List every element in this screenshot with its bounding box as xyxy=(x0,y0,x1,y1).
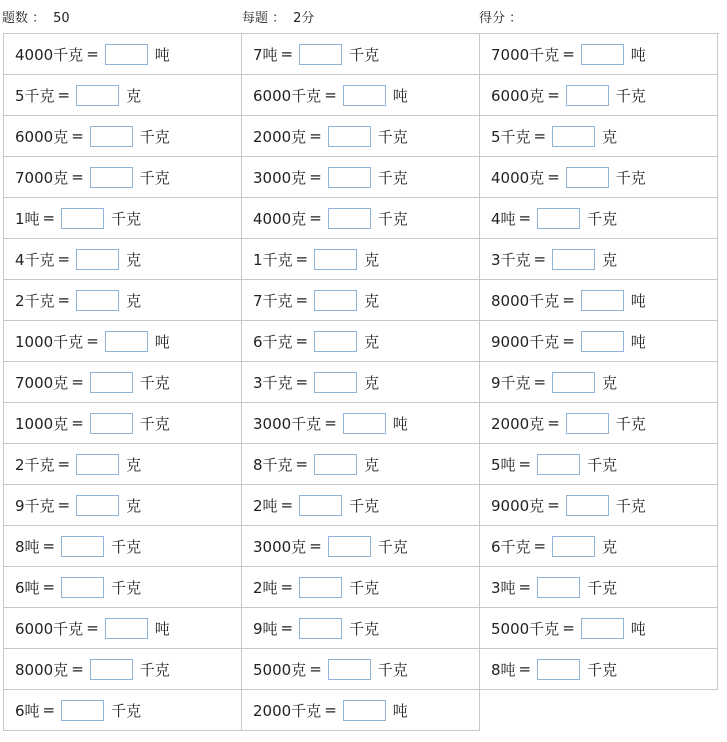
equals-sign: = xyxy=(86,619,99,637)
problem-cell xyxy=(4,649,242,690)
problem-row xyxy=(4,690,719,731)
problem-quantity: 9千克 xyxy=(491,373,531,392)
target-unit: 千克 xyxy=(349,45,380,64)
target-unit: 千克 xyxy=(377,660,408,679)
equals-sign: = xyxy=(533,373,547,391)
problem-quantity: 6千克 xyxy=(491,537,531,556)
equals-sign: = xyxy=(57,291,71,309)
target-unit: 千克 xyxy=(615,496,646,515)
problem-cell xyxy=(242,608,480,649)
target-unit: 克 xyxy=(602,250,618,269)
problem-quantity: 8吨 xyxy=(15,537,40,556)
problem-cell xyxy=(480,157,718,198)
answer-input[interactable] xyxy=(552,372,595,393)
equals-sign: = xyxy=(547,496,560,514)
target-unit: 千克 xyxy=(377,537,408,556)
problem-cell xyxy=(242,444,480,485)
problem-cell xyxy=(480,116,718,157)
equals-sign: = xyxy=(309,168,322,186)
target-unit: 千克 xyxy=(111,209,142,228)
target-unit: 千克 xyxy=(615,168,646,187)
answer-input[interactable] xyxy=(552,536,595,557)
answer-input[interactable] xyxy=(328,208,371,229)
target-unit: 千克 xyxy=(111,578,142,597)
problem-row xyxy=(4,526,719,567)
problem-cell xyxy=(4,280,242,321)
problem-row xyxy=(4,116,719,157)
problem-quantity: 1吨 xyxy=(15,209,40,228)
equals-sign: = xyxy=(518,578,532,596)
problem-cell xyxy=(480,608,718,649)
problem-cell xyxy=(480,485,718,526)
problem-quantity: 2千克 xyxy=(15,455,55,474)
problem-row xyxy=(4,321,719,362)
target-unit: 千克 xyxy=(139,373,170,392)
target-unit: 克 xyxy=(126,86,142,105)
problem-cell xyxy=(480,198,718,239)
empty-cell xyxy=(480,690,717,730)
answer-input[interactable] xyxy=(552,126,595,147)
problem-cell xyxy=(242,649,480,690)
answer-input[interactable] xyxy=(566,413,609,434)
equals-sign: = xyxy=(295,250,309,268)
equals-sign: = xyxy=(57,250,71,268)
equals-sign: = xyxy=(71,127,84,145)
problem-cell xyxy=(242,321,480,362)
problem-row xyxy=(4,444,719,485)
problem-cell xyxy=(480,444,718,485)
equals-sign: = xyxy=(42,578,56,596)
equals-sign: = xyxy=(57,496,71,514)
equals-sign: = xyxy=(71,168,84,186)
answer-input[interactable] xyxy=(105,331,148,352)
problem-cell xyxy=(242,485,480,526)
equals-sign: = xyxy=(324,414,337,432)
problem-cell xyxy=(4,239,242,280)
problem-quantity: 9千克 xyxy=(15,496,55,515)
problem-cell xyxy=(4,75,242,116)
equals-sign: = xyxy=(86,332,99,350)
problem-row xyxy=(4,75,719,116)
problem-quantity: 2吨 xyxy=(253,578,278,597)
target-unit: 克 xyxy=(126,455,142,474)
problem-quantity: 6000千克 xyxy=(15,619,84,638)
problem-cell xyxy=(4,567,242,608)
problem-row xyxy=(4,280,719,321)
answer-input[interactable] xyxy=(61,700,104,721)
answer-input[interactable] xyxy=(90,372,133,393)
problem-grid xyxy=(3,33,719,731)
target-unit: 克 xyxy=(364,291,380,310)
problem-cell xyxy=(4,526,242,567)
question-count-value: 50 xyxy=(53,11,70,26)
equals-sign: = xyxy=(71,373,84,391)
target-unit: 吨 xyxy=(154,45,170,64)
answer-input[interactable] xyxy=(328,126,371,147)
problem-quantity: 6000克 xyxy=(491,86,545,105)
answer-input[interactable] xyxy=(105,618,148,639)
problem-cell xyxy=(4,157,242,198)
problem-quantity: 2吨 xyxy=(253,496,278,515)
target-unit: 吨 xyxy=(630,619,646,638)
target-unit: 克 xyxy=(602,537,618,556)
question-count xyxy=(2,8,70,30)
answer-input[interactable] xyxy=(537,454,580,475)
answer-input[interactable] xyxy=(581,331,624,352)
problem-quantity: 2千克 xyxy=(15,291,55,310)
target-unit: 吨 xyxy=(630,332,646,351)
points-per-question-label: 每题 ： xyxy=(242,11,286,26)
problem-quantity: 7000千克 xyxy=(491,45,560,64)
equals-sign: = xyxy=(295,332,309,350)
equals-sign: = xyxy=(71,414,84,432)
equals-sign: = xyxy=(533,127,547,145)
equals-sign: = xyxy=(518,209,532,227)
answer-input[interactable] xyxy=(537,208,580,229)
equals-sign: = xyxy=(533,250,547,268)
problem-cell xyxy=(4,403,242,444)
equals-sign: = xyxy=(295,455,309,473)
target-unit: 千克 xyxy=(349,496,380,515)
answer-input[interactable] xyxy=(581,44,624,65)
equals-sign: = xyxy=(324,701,337,719)
problem-quantity: 6000克 xyxy=(15,127,69,146)
problem-quantity: 1千克 xyxy=(253,250,293,269)
target-unit: 千克 xyxy=(587,578,618,597)
answer-input[interactable] xyxy=(90,659,133,680)
problem-cell xyxy=(242,403,480,444)
answer-input[interactable] xyxy=(566,167,609,188)
target-unit: 吨 xyxy=(392,86,408,105)
target-unit: 千克 xyxy=(111,701,142,720)
problem-quantity: 9000千克 xyxy=(491,332,560,351)
equals-sign: = xyxy=(547,414,560,432)
problem-cell xyxy=(480,649,718,690)
equals-sign: = xyxy=(57,455,71,473)
problem-quantity: 5吨 xyxy=(491,455,516,474)
answer-input[interactable] xyxy=(76,454,119,475)
worksheet-header xyxy=(2,8,724,30)
problem-quantity: 9吨 xyxy=(253,619,278,638)
target-unit: 千克 xyxy=(377,209,408,228)
problem-cell xyxy=(242,280,480,321)
answer-input[interactable] xyxy=(299,618,342,639)
answer-input[interactable] xyxy=(537,659,580,680)
equals-sign: = xyxy=(562,291,575,309)
answer-input[interactable] xyxy=(61,577,104,598)
problem-cell xyxy=(4,485,242,526)
target-unit: 克 xyxy=(364,332,380,351)
equals-sign: = xyxy=(324,86,337,104)
question-count-label: 题数 ： xyxy=(2,11,46,26)
answer-input[interactable] xyxy=(566,495,609,516)
answer-input[interactable] xyxy=(90,126,133,147)
answer-input[interactable] xyxy=(299,44,342,65)
target-unit: 千克 xyxy=(587,209,618,228)
problem-quantity: 1000千克 xyxy=(15,332,84,351)
target-unit: 克 xyxy=(126,496,142,515)
problem-row xyxy=(4,198,719,239)
problem-row xyxy=(4,239,719,280)
problem-quantity: 1000克 xyxy=(15,414,69,433)
target-unit: 千克 xyxy=(615,86,646,105)
problem-quantity: 5千克 xyxy=(15,86,55,105)
problem-quantity: 7吨 xyxy=(253,45,278,64)
answer-input[interactable] xyxy=(552,249,595,270)
answer-input[interactable] xyxy=(76,495,119,516)
target-unit: 克 xyxy=(364,250,380,269)
answer-input[interactable] xyxy=(328,536,371,557)
problem-cell xyxy=(4,198,242,239)
answer-input[interactable] xyxy=(343,700,386,721)
problem-cell xyxy=(480,567,718,608)
equals-sign: = xyxy=(533,537,547,555)
points-per-question xyxy=(242,8,314,30)
problem-row xyxy=(4,485,719,526)
equals-sign: = xyxy=(280,578,294,596)
equals-sign: = xyxy=(280,496,294,514)
problem-cell xyxy=(480,239,718,280)
problem-quantity: 2000千克 xyxy=(253,701,322,720)
problem-quantity: 4000克 xyxy=(491,168,545,187)
target-unit: 吨 xyxy=(154,332,170,351)
problem-cell xyxy=(242,567,480,608)
problem-cell xyxy=(4,444,242,485)
problem-cell xyxy=(480,403,718,444)
score xyxy=(479,8,522,30)
problem-quantity: 4000克 xyxy=(253,209,307,228)
answer-input[interactable] xyxy=(76,290,119,311)
target-unit: 千克 xyxy=(587,455,618,474)
answer-input[interactable] xyxy=(343,85,386,106)
problem-row xyxy=(4,362,719,403)
problem-quantity: 3吨 xyxy=(491,578,516,597)
problem-quantity: 6000千克 xyxy=(253,86,322,105)
equals-sign: = xyxy=(71,660,84,678)
target-unit: 千克 xyxy=(377,127,408,146)
points-per-question-value: 2分 xyxy=(293,11,315,26)
problem-cell xyxy=(242,75,480,116)
problem-cell xyxy=(4,34,242,75)
problem-cell xyxy=(242,690,480,731)
equals-sign: = xyxy=(562,619,575,637)
problem-quantity: 3000千克 xyxy=(253,414,322,433)
answer-input[interactable] xyxy=(299,495,342,516)
target-unit: 千克 xyxy=(139,127,170,146)
answer-input[interactable] xyxy=(61,208,104,229)
answer-input[interactable] xyxy=(343,413,386,434)
problem-quantity: 3000克 xyxy=(253,168,307,187)
equals-sign: = xyxy=(42,537,56,555)
problem-quantity: 5000千克 xyxy=(491,619,560,638)
problem-quantity: 8吨 xyxy=(491,660,516,679)
problem-quantity: 7000克 xyxy=(15,168,69,187)
problem-row xyxy=(4,403,719,444)
problem-row xyxy=(4,157,719,198)
problem-quantity: 4千克 xyxy=(15,250,55,269)
target-unit: 吨 xyxy=(392,414,408,433)
problem-quantity: 3000克 xyxy=(253,537,307,556)
problem-cell xyxy=(480,321,718,362)
problem-cell xyxy=(4,321,242,362)
problem-row xyxy=(4,608,719,649)
target-unit: 千克 xyxy=(111,537,142,556)
problem-cell xyxy=(480,362,718,403)
problem-cell xyxy=(4,608,242,649)
problem-quantity: 7千克 xyxy=(253,291,293,310)
problem-cell xyxy=(242,526,480,567)
answer-input[interactable] xyxy=(90,413,133,434)
target-unit: 千克 xyxy=(349,619,380,638)
target-unit: 千克 xyxy=(377,168,408,187)
problem-cell xyxy=(242,198,480,239)
equals-sign: = xyxy=(280,45,294,63)
answer-input[interactable] xyxy=(314,454,357,475)
target-unit: 克 xyxy=(602,373,618,392)
equals-sign: = xyxy=(547,168,560,186)
target-unit: 千克 xyxy=(139,168,170,187)
answer-input[interactable] xyxy=(328,659,371,680)
answer-input[interactable] xyxy=(581,618,624,639)
problem-quantity: 6吨 xyxy=(15,701,40,720)
problem-quantity: 5000克 xyxy=(253,660,307,679)
problem-cell xyxy=(242,157,480,198)
problem-quantity: 3千克 xyxy=(253,373,293,392)
answer-input[interactable] xyxy=(90,167,133,188)
answer-input[interactable] xyxy=(314,331,357,352)
target-unit: 克 xyxy=(602,127,618,146)
problem-cell xyxy=(480,526,718,567)
problem-cell xyxy=(4,690,242,731)
equals-sign: = xyxy=(309,209,322,227)
problem-row xyxy=(4,34,719,75)
target-unit: 吨 xyxy=(630,291,646,310)
problem-quantity: 8000千克 xyxy=(491,291,560,310)
problem-row xyxy=(4,649,719,690)
problem-quantity: 3千克 xyxy=(491,250,531,269)
equals-sign: = xyxy=(562,332,575,350)
problem-quantity: 8千克 xyxy=(253,455,293,474)
target-unit: 千克 xyxy=(349,578,380,597)
target-unit: 吨 xyxy=(630,45,646,64)
answer-input[interactable] xyxy=(314,372,357,393)
problem-quantity: 9000克 xyxy=(491,496,545,515)
equals-sign: = xyxy=(309,127,322,145)
answer-input[interactable] xyxy=(76,249,119,270)
answer-input[interactable] xyxy=(581,290,624,311)
equals-sign: = xyxy=(295,291,309,309)
problem-row xyxy=(4,567,719,608)
answer-input[interactable] xyxy=(105,44,148,65)
problem-quantity: 6千克 xyxy=(253,332,293,351)
problem-cell xyxy=(480,280,718,321)
equals-sign: = xyxy=(86,45,99,63)
target-unit: 克 xyxy=(364,455,380,474)
target-unit: 克 xyxy=(126,291,142,310)
equals-sign: = xyxy=(42,701,56,719)
problem-quantity: 4000千克 xyxy=(15,45,84,64)
problem-quantity: 6吨 xyxy=(15,578,40,597)
equals-sign: = xyxy=(547,86,560,104)
equals-sign: = xyxy=(57,86,71,104)
problem-quantity: 4吨 xyxy=(491,209,516,228)
problem-quantity: 8000克 xyxy=(15,660,69,679)
answer-input[interactable] xyxy=(76,85,119,106)
problem-cell xyxy=(242,116,480,157)
answer-input[interactable] xyxy=(537,577,580,598)
problem-cell xyxy=(4,116,242,157)
equals-sign: = xyxy=(309,660,322,678)
target-unit: 千克 xyxy=(587,660,618,679)
target-unit: 千克 xyxy=(615,414,646,433)
problem-quantity: 2000克 xyxy=(253,127,307,146)
target-unit: 吨 xyxy=(154,619,170,638)
target-unit: 克 xyxy=(126,250,142,269)
answer-input[interactable] xyxy=(328,167,371,188)
answer-input[interactable] xyxy=(314,290,357,311)
equals-sign: = xyxy=(42,209,56,227)
problem-cell xyxy=(242,239,480,280)
problem-cell xyxy=(242,362,480,403)
problem-cell xyxy=(242,34,480,75)
problem-cell xyxy=(480,75,718,116)
problem-cell xyxy=(4,362,242,403)
equals-sign: = xyxy=(309,537,322,555)
target-unit: 吨 xyxy=(392,701,408,720)
answer-input[interactable] xyxy=(299,577,342,598)
answer-input[interactable] xyxy=(314,249,357,270)
problem-cell xyxy=(480,34,718,75)
problem-quantity: 7000克 xyxy=(15,373,69,392)
target-unit: 千克 xyxy=(139,414,170,433)
target-unit: 千克 xyxy=(139,660,170,679)
problem-quantity: 5千克 xyxy=(491,127,531,146)
equals-sign: = xyxy=(518,455,532,473)
equals-sign: = xyxy=(295,373,309,391)
equals-sign: = xyxy=(518,660,532,678)
answer-input[interactable] xyxy=(61,536,104,557)
problem-quantity: 2000克 xyxy=(491,414,545,433)
score-label: 得分 ： xyxy=(479,11,523,26)
equals-sign: = xyxy=(280,619,294,637)
target-unit: 克 xyxy=(364,373,380,392)
answer-input[interactable] xyxy=(566,85,609,106)
equals-sign: = xyxy=(562,45,575,63)
